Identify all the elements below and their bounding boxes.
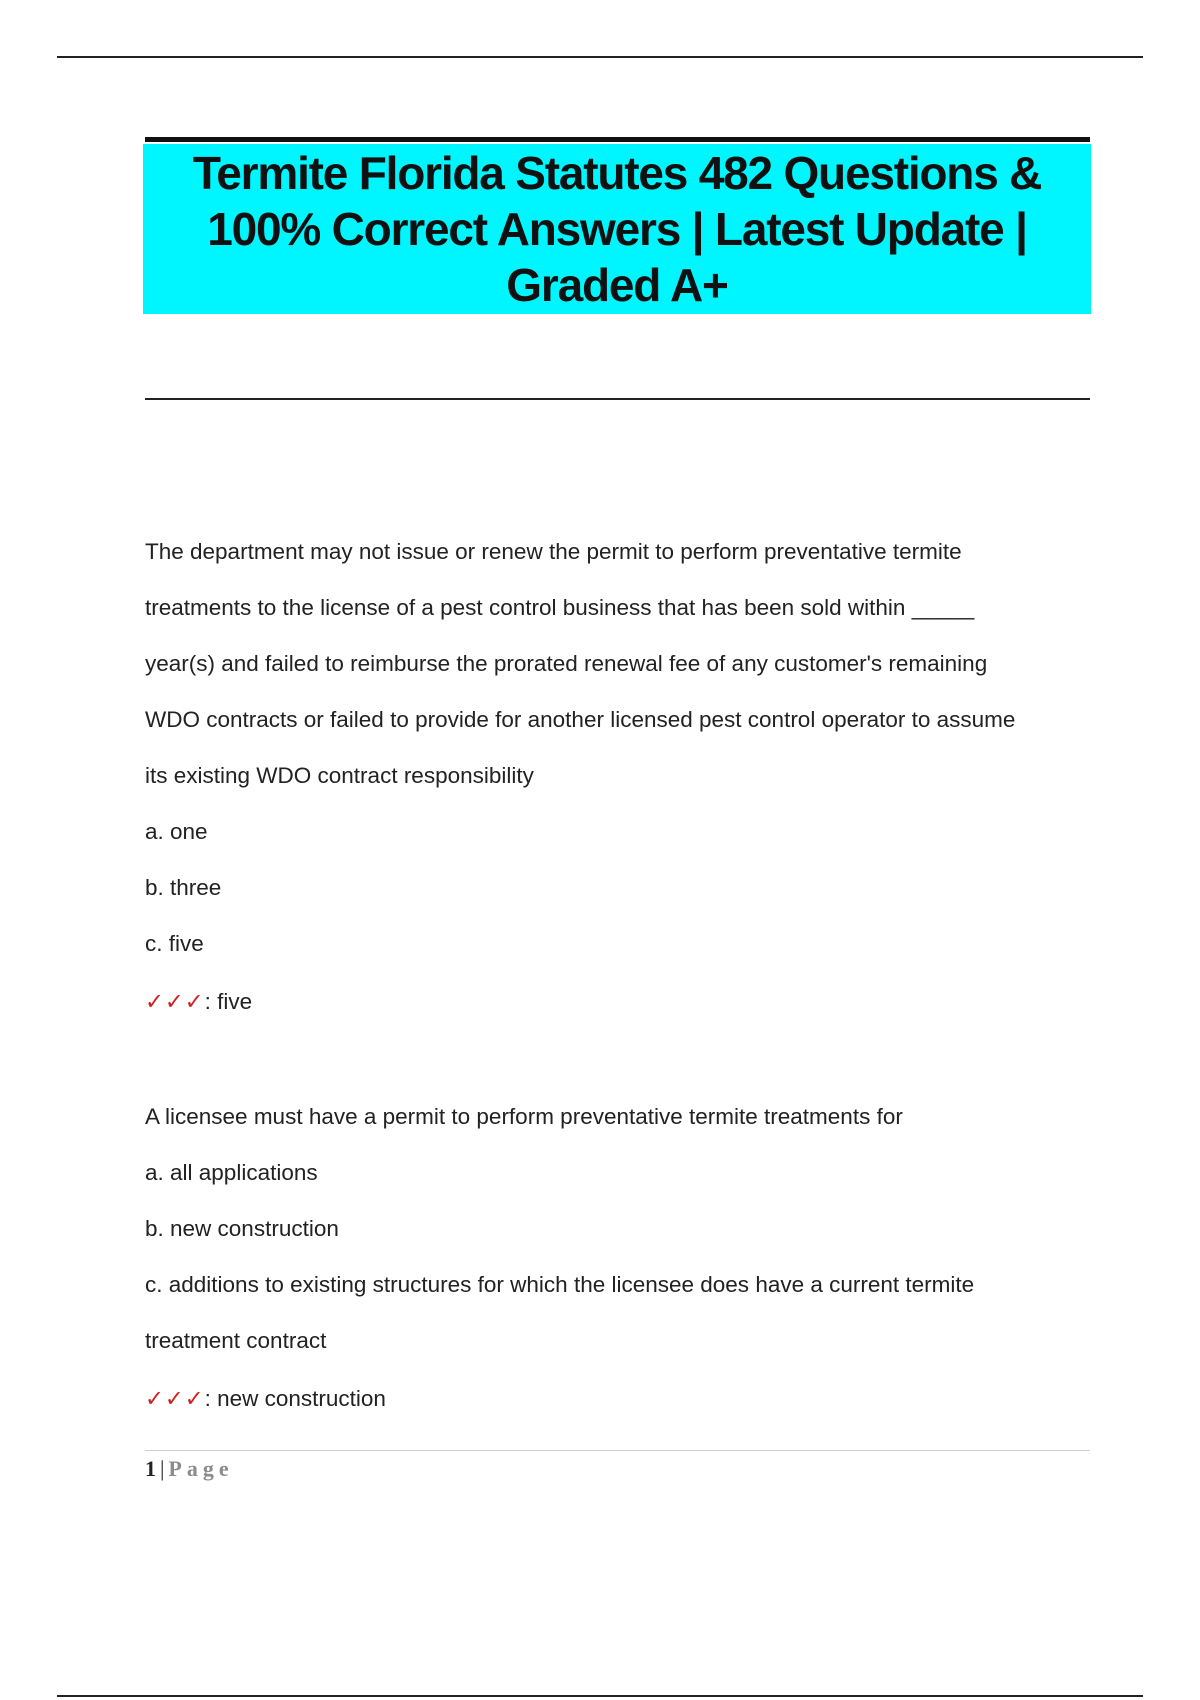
question-1-line-2: treatments to the license of a pest control business that has been sold within _____ bbox=[145, 595, 975, 620]
footer-divider bbox=[145, 1450, 1090, 1451]
question-1-answer bbox=[145, 974, 1090, 1030]
question-2-line-1: A licensee must have a permit to perform preventative termite treatments for bbox=[145, 1104, 903, 1129]
question-2-option-a: a. all applications bbox=[145, 1160, 318, 1185]
checkmarks-icon: ✓✓✓ bbox=[145, 1386, 205, 1411]
document-title: Termite Florida Statutes 482 Questions & 100% Correct Answers | Latest Update | Graded A+ bbox=[192, 147, 1042, 311]
question-2-answer-text: : new construction bbox=[204, 1386, 386, 1411]
question-1-option-b: b. three bbox=[145, 875, 222, 900]
question-2-option-c-cont: treatment contract bbox=[145, 1328, 327, 1353]
question-block-2 bbox=[145, 1089, 1090, 1427]
section-divider bbox=[145, 398, 1090, 400]
question-1-option-c: c. five bbox=[145, 931, 204, 956]
question-1-line-3: year(s) and failed to reimburse the prorated renewal fee of any customer's remaining bbox=[145, 651, 988, 676]
question-1-answer-text: : five bbox=[204, 989, 253, 1014]
question-1-line-4: WDO contracts or failed to provide for another licensed pest control operator to assume bbox=[145, 707, 1016, 732]
question-1-line-1: The department may not issue or renew the permit to perform preventative termite bbox=[145, 539, 962, 564]
title-top-rule bbox=[145, 137, 1090, 142]
checkmarks-icon: ✓✓✓ bbox=[145, 989, 205, 1014]
page-bottom-rule bbox=[57, 1695, 1143, 1697]
question-1-option-a: a. one bbox=[145, 819, 208, 844]
question-2-option-c: c. additions to existing structures for which the licensee does have a current termite bbox=[145, 1272, 975, 1297]
page-number: 1 bbox=[145, 1456, 156, 1481]
title-banner bbox=[143, 144, 1091, 314]
page-label: Page bbox=[168, 1456, 234, 1481]
question-2-option-b: b. new construction bbox=[145, 1216, 339, 1241]
footer-separator: | bbox=[160, 1456, 165, 1481]
page-top-rule bbox=[57, 56, 1143, 58]
question-block-1 bbox=[145, 524, 1090, 1030]
question-2-answer bbox=[145, 1371, 1090, 1427]
page-footer bbox=[145, 1455, 234, 1483]
question-1-line-5: its existing WDO contract responsibility bbox=[145, 763, 534, 788]
